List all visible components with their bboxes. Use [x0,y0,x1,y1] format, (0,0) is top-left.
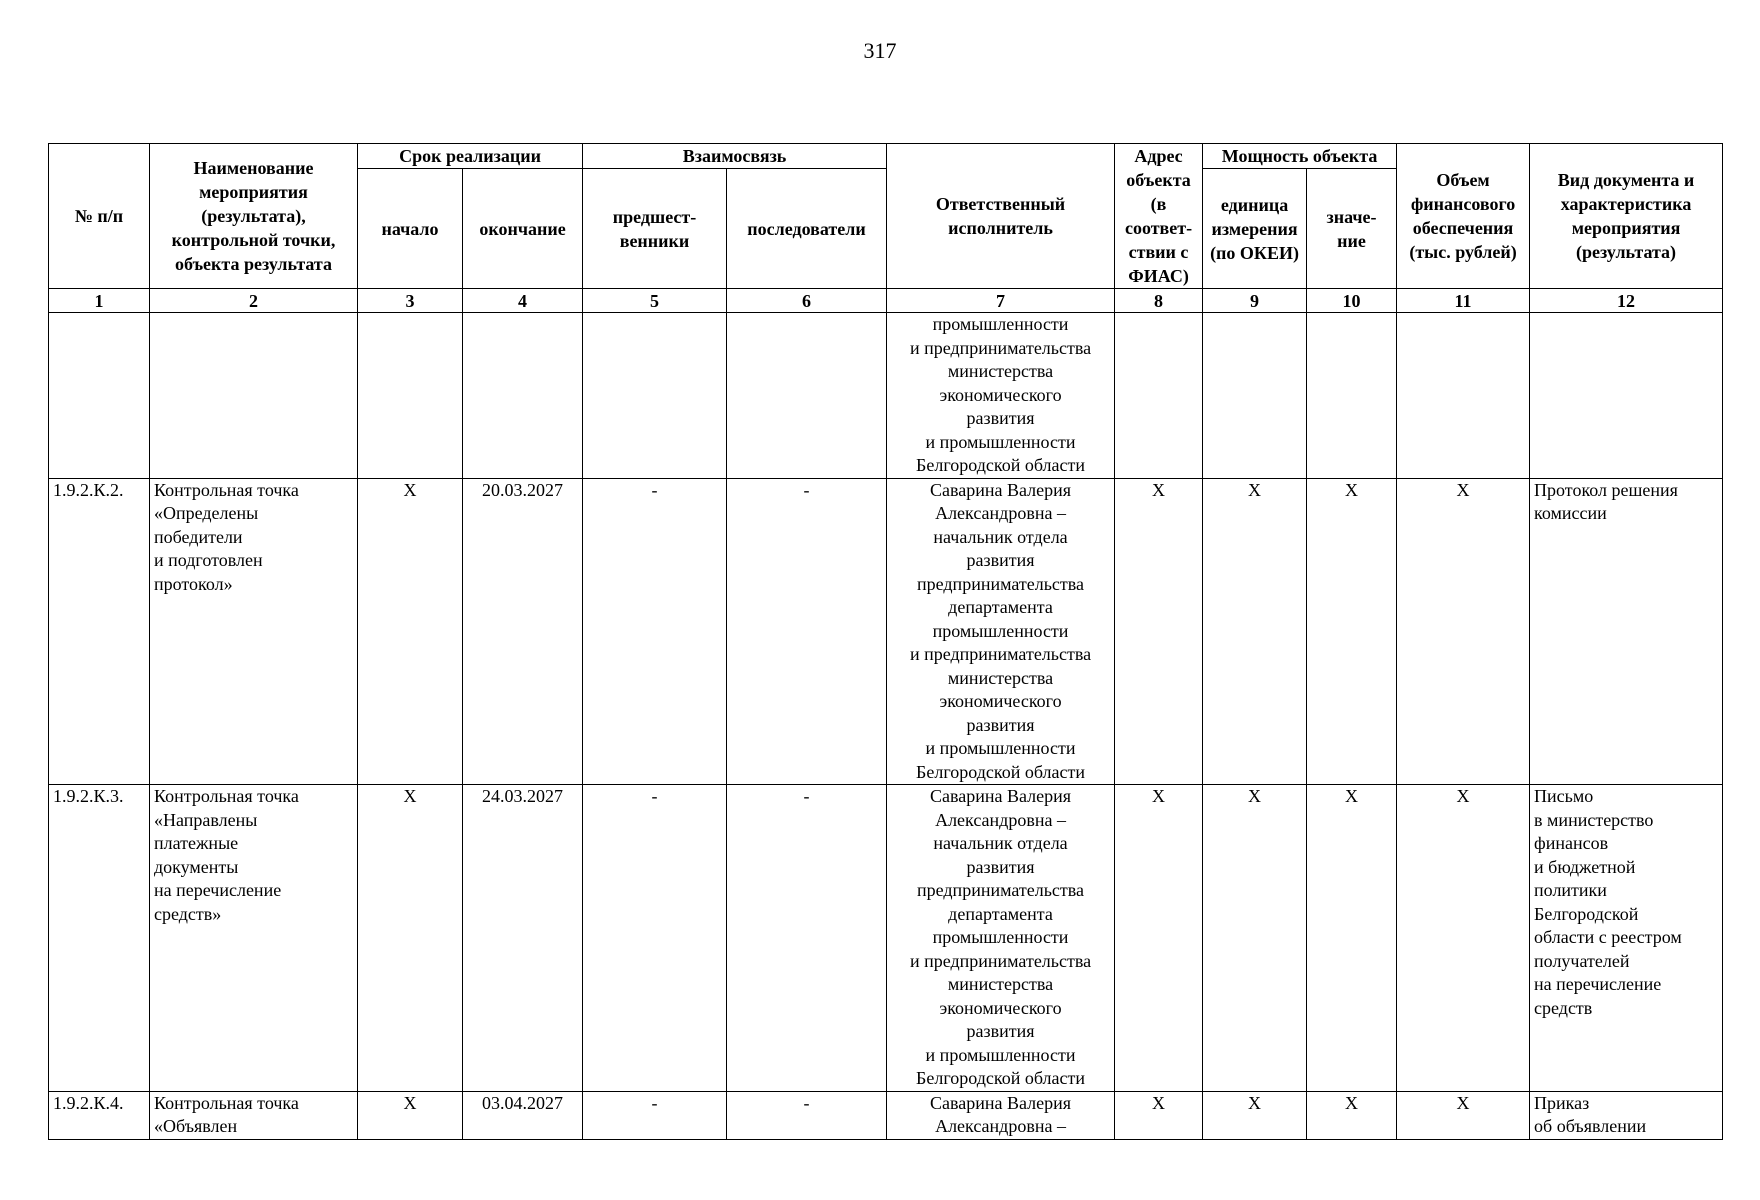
row-responsible-cell [887,478,1115,785]
row-predecessors-cell: - [583,785,727,1092]
header-end: окончание [463,169,583,289]
cell-line: развития [966,408,1035,428]
cell-line: Контрольная точка [154,479,299,500]
row-address-cell: X [1115,785,1203,1092]
page-number: 317 [863,38,897,63]
cell-line: Приказ [1534,1092,1590,1113]
cell-line: развития [966,856,1035,877]
row-successors-cell: - [727,1091,887,1139]
cell-line: «Направлены [154,809,258,830]
row-name-cell [150,785,358,1092]
row-number-cell: 1.9.2.К.2. [49,478,150,785]
row-doc-cell [1530,785,1723,1092]
cell-line: Саварина Валерия [930,1092,1072,1113]
header-name: Наименование мероприятия (результата), контрольной точки, объекта результата [150,144,358,289]
cell-line: Белгородской области [916,455,1086,475]
row-address-cell: X [1115,478,1203,785]
row-responsible-cell [887,785,1115,1092]
cell-line: средств» [154,903,222,924]
cell-line: департамента [948,903,1053,924]
cell-line: Александровна – [935,809,1066,830]
cell-line: Александровна – [935,503,1066,523]
row-number-cell: 1.9.2.К.4. [49,1091,150,1139]
header-predecessors: предшест- венники [583,169,727,289]
row-predecessors-cell [583,313,727,479]
column-number: 9 [1203,289,1307,313]
cell-line: департамента [948,597,1053,617]
cell-line: «Объявлен [154,1116,238,1136]
table-row [49,478,1723,785]
row-number-cell [49,313,150,479]
row-start-cell [358,313,463,479]
cell-line: на перечисление [1534,974,1662,994]
header-value: значе- ние [1307,169,1397,289]
cell-line: Саварина Валерия [930,786,1072,806]
row-start-cell: X [358,1091,463,1139]
cell-line: экономического [939,997,1062,1018]
row-successors-cell: - [727,478,887,785]
row-end-cell: 24.03.2027 [463,785,583,1092]
cell-line: Протокол решения [1534,479,1678,500]
row-value-cell: X [1307,478,1397,785]
cell-line: протокол» [154,573,233,594]
row-number-cell: 1.9.2.К.3. [49,785,150,1092]
table-row [49,785,1723,1092]
cell-line: области с реестром [1534,927,1682,947]
row-end-cell: 20.03.2027 [463,478,583,785]
row-finance-cell: X [1397,1091,1530,1139]
cell-line: экономического [939,691,1062,711]
header-finance: Объем финансового обеспечения (тыс. рублей) [1397,144,1530,289]
column-number: 7 [887,289,1115,313]
cell-line: министерства [947,667,1054,688]
cell-line: «Определены [154,503,259,523]
column-number: 3 [358,289,463,313]
cell-line: документы [154,856,239,877]
cell-line: на перечисление [154,880,282,900]
cell-line: политики [1534,880,1607,900]
column-number: 6 [727,289,887,313]
column-number: 2 [150,289,358,313]
cell-line: предпринимательства [917,573,1085,594]
row-predecessors-cell: - [583,1091,727,1139]
cell-line: и предпринимательства [909,337,1092,358]
cell-line: и предпринимательства [909,644,1092,664]
header-link-group: Взаимосвязь [583,144,887,169]
cell-line: финансов [1534,833,1609,853]
column-number: 12 [1530,289,1723,313]
row-doc-cell [1530,313,1723,479]
row-responsible-cell [887,313,1115,479]
cell-line: комиссии [1534,503,1607,523]
row-finance-cell: X [1397,478,1530,785]
column-numbers-row [49,289,1723,313]
cell-line: Саварина Валерия [930,479,1072,500]
cell-line: победители [154,526,243,547]
row-finance-cell [1397,313,1530,479]
column-number: 8 [1115,289,1203,313]
row-value-cell [1307,313,1397,479]
cell-line: промышленности [932,927,1069,947]
cell-line: Контрольная точка [154,786,299,806]
table-row [49,313,1723,479]
cell-line: и подготовлен [154,550,263,570]
cell-line: Александровна – [935,1116,1066,1136]
row-doc-cell [1530,478,1723,785]
header-capacity-group: Мощность объекта [1203,144,1397,169]
column-number: 11 [1397,289,1530,313]
row-unit-cell: X [1203,785,1307,1092]
table-row [49,1091,1723,1139]
cell-line: и бюджетной [1534,856,1636,877]
cell-line: развития [966,550,1035,570]
row-name-cell [150,313,358,479]
cell-line: начальник отдела [933,526,1068,547]
row-responsible-cell [887,1091,1115,1139]
cell-line: начальник отдела [933,833,1068,853]
header-term-group: Срок реализации [358,144,583,169]
cell-line: Белгородской области [916,1068,1086,1088]
header-responsible: Ответственный исполнитель [887,144,1115,289]
column-number: 10 [1307,289,1397,313]
cell-line: экономического [939,384,1062,405]
cell-line: и предпринимательства [909,950,1092,971]
header-unit: единица измерения (по ОКЕИ) [1203,169,1307,289]
row-unit-cell [1203,313,1307,479]
cell-line: платежные [154,833,239,853]
cell-line: промышленности [932,314,1069,334]
row-name-cell [150,478,358,785]
column-number: 5 [583,289,727,313]
cell-line: промышленности [932,620,1069,641]
row-address-cell: X [1115,1091,1203,1139]
header-address: Адрес объекта (в соответ- ствии с ФИАС) [1115,144,1203,289]
header-doc: Вид документа и характеристика мероприятия (результата) [1530,144,1723,289]
cell-line: и промышленности [925,431,1076,452]
cell-line: и промышленности [925,1044,1076,1065]
table-header [49,144,1723,313]
row-start-cell: X [358,478,463,785]
row-successors-cell: - [727,785,887,1092]
cell-line: в министерство [1534,809,1654,830]
cell-line: об объявлении [1534,1116,1647,1136]
row-unit-cell: X [1203,1091,1307,1139]
row-name-cell [150,1091,358,1139]
column-number: 1 [49,289,150,313]
row-value-cell: X [1307,1091,1397,1139]
header-start: начало [358,169,463,289]
column-number: 4 [463,289,583,313]
cell-line: получателей [1534,950,1630,971]
row-unit-cell: X [1203,478,1307,785]
row-successors-cell [727,313,887,479]
cell-line: развития [966,714,1035,735]
header-number: № п/п [49,144,150,289]
cell-line: средств [1534,997,1593,1018]
row-end-cell [463,313,583,479]
cell-line: и промышленности [925,738,1076,758]
row-end-cell: 03.04.2027 [463,1091,583,1139]
row-address-cell [1115,313,1203,479]
cell-line: Белгородской [1534,903,1639,924]
row-value-cell: X [1307,785,1397,1092]
row-finance-cell: X [1397,785,1530,1092]
cell-line: Контрольная точка [154,1092,299,1113]
cell-line: предпринимательства [917,880,1085,900]
cell-line: Письмо [1534,786,1594,806]
row-start-cell: X [358,785,463,1092]
row-doc-cell [1530,1091,1723,1139]
cell-line: развития [966,1021,1035,1041]
cell-line: Белгородской области [916,761,1086,782]
row-predecessors-cell: - [583,478,727,785]
header-successors: последователи [727,169,887,289]
table-body [49,313,1723,1140]
cell-line: министерства [947,361,1054,381]
plan-table [48,143,1723,1140]
cell-line: министерства [947,974,1054,994]
